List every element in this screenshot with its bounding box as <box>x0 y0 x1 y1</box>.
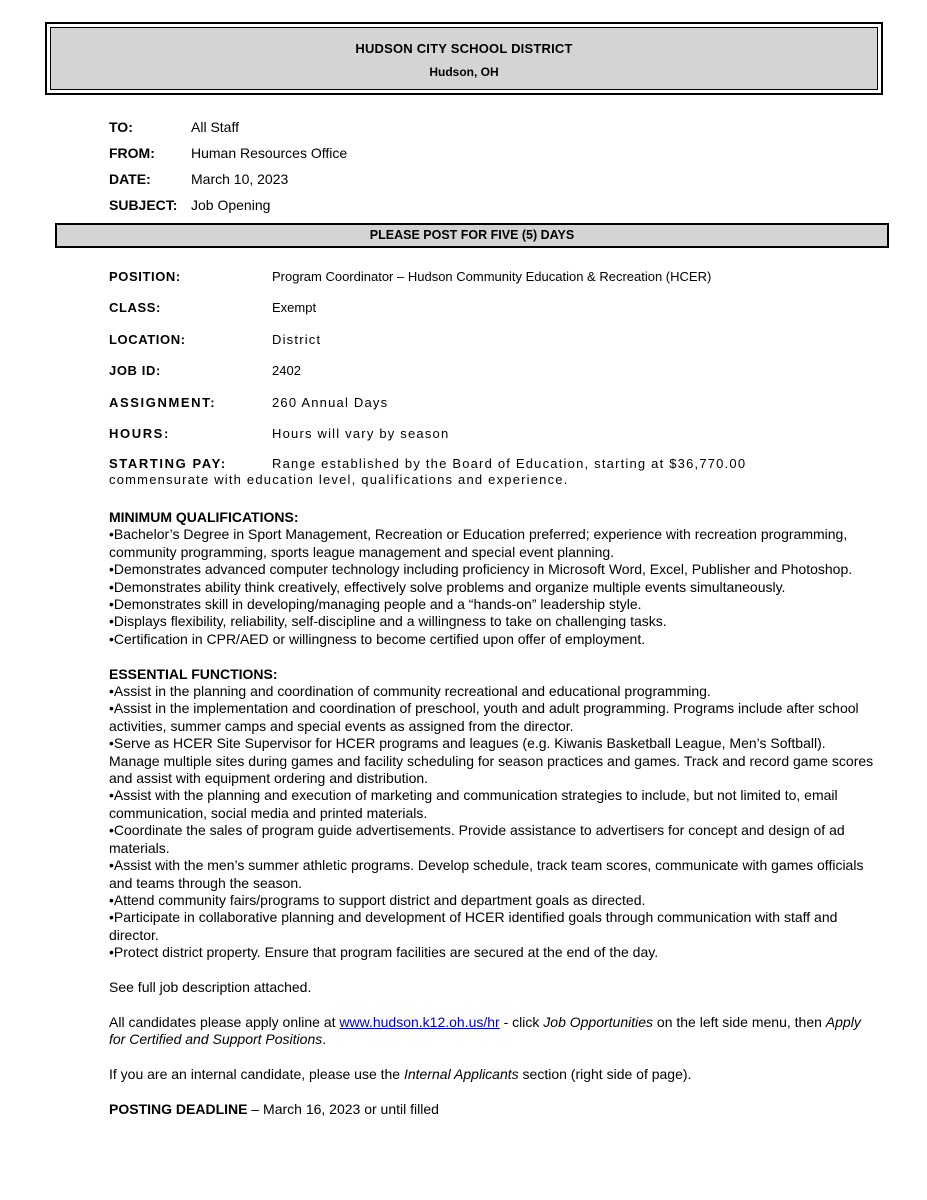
function-item: •Serve as HCER Site Supervisor for HCER programs and leagues (e.g. Kiwanis Basketball League, Men’s Softball). Manage multiple sites during games and facility scheduling for season practices and games. Track and record game scores and assist with equipment ordering and distribution. <box>109 735 874 787</box>
memo-label: FROM: <box>109 145 155 161</box>
job-info-label: JOB ID: <box>109 363 161 379</box>
job-info-label: ASSIGNMENT: <box>109 394 217 410</box>
job-info-value: Hours will vary by season <box>272 425 450 441</box>
posting-deadline-label: POSTING DEADLINE <box>109 1100 248 1117</box>
job-info-row-position <box>109 267 879 298</box>
job-info-value: 260 Annual Days <box>272 394 389 410</box>
memo-row-from <box>109 143 347 169</box>
starting-pay-value: Range established by the Board of Education, starting at $36,770.00 <box>272 456 747 471</box>
starting-pay-line-2: commensurate with education level, qualifications and experience. <box>109 472 569 487</box>
internal-text: If you are an internal candidate, please use the <box>109 1065 404 1082</box>
internal-text: section (right side of page). <box>518 1065 692 1082</box>
job-info-label: HOURS: <box>109 425 170 441</box>
qualification-item: •Bachelor’s Degree in Sport Management, Recreation or Education preferred; experience with recreation programming, community programming, sports league management and special event planning. <box>109 526 848 560</box>
min-qualifications-title: MINIMUM QUALIFICATIONS: <box>109 509 299 525</box>
function-item: •Attend community fairs/programs to support district and department goals as directed. <box>109 891 646 908</box>
apply-text: on the left side menu, then <box>653 1013 826 1030</box>
memo-row-to <box>109 117 347 143</box>
apply-text: - click <box>499 1013 544 1030</box>
function-item: •Assist with the men’s summer athletic programs. Develop schedule, track team scores, communicate with games officials and teams through the season. <box>109 857 864 891</box>
memo-value: Job Opening <box>191 197 271 213</box>
starting-pay <box>109 456 889 488</box>
posting-deadline <box>109 1101 879 1118</box>
starting-pay-label: STARTING PAY: <box>109 456 227 471</box>
job-info-value: Program Coordinator – Hudson Community Education & Recreation (HCER) <box>272 269 712 284</box>
job-opportunities-text: Job Opportunities <box>543 1013 654 1030</box>
district-name: HUDSON CITY SCHOOL DISTRICT <box>355 41 573 56</box>
apply-positions-text: Apply for Certified and Support Positions <box>109 1013 861 1048</box>
post-notice-bar: PLEASE POST FOR FIVE (5) DAYS <box>55 223 889 248</box>
apply-text: All candidates please apply online at <box>109 1013 340 1030</box>
memo-label: TO: <box>109 119 133 135</box>
hr-website-link[interactable]: www.hudson.k12.oh.us/hr <box>339 1013 500 1030</box>
qualification-item: •Demonstrates skill in developing/managing people and a “hands-on” leadership style. <box>109 596 642 613</box>
function-item: •Participate in collaborative planning and development of HCER identified goals through communication with staff and director. <box>109 909 838 943</box>
job-info-label: CLASS: <box>109 300 161 316</box>
qualification-item: •Demonstrates ability think creatively, effectively solve problems and organize multiple events simultaneously. <box>109 578 786 595</box>
function-item: •Coordinate the sales of program guide advertisements. Provide assistance to advertisers for concept and design of ad materials. <box>109 822 845 856</box>
district-location: Hudson, OH <box>429 65 499 79</box>
function-item: •Assist in the planning and coordination of community recreational and educational programming. <box>109 683 711 700</box>
job-info-row-class <box>109 298 879 329</box>
function-item: •Assist with the planning and execution of marketing and communication strategies to include, but not limited to, email communication, social media and printed materials. <box>109 787 838 821</box>
job-info-label: POSITION: <box>109 269 181 284</box>
posting-deadline-value: – March 16, 2023 or until filled <box>247 1100 439 1117</box>
job-info-row-assignment <box>109 393 879 424</box>
essential-functions-title: ESSENTIAL FUNCTIONS: <box>109 665 278 682</box>
district-header-box <box>50 27 878 90</box>
memo-value: Human Resources Office <box>191 145 348 161</box>
job-info-label: LOCATION: <box>109 331 186 347</box>
memo-row-date <box>109 169 347 195</box>
internal-candidate-note <box>109 1066 879 1083</box>
job-info-value: District <box>272 331 322 347</box>
qualification-item: •Certification in CPR/AED or willingness to become certified upon offer of employment. <box>109 630 646 647</box>
job-info-value: Exempt <box>272 300 317 316</box>
job-info-row-hours <box>109 424 879 455</box>
memo-value: All Staff <box>191 119 239 135</box>
qualification-item: •Demonstrates advanced computer technology including proficiency in Microsoft Word, Excel, Publisher and Photoshop. <box>109 561 853 578</box>
job-info-value: 2402 <box>272 363 301 379</box>
job-info-row-job-id <box>109 361 879 392</box>
memo-label: SUBJECT: <box>109 197 178 213</box>
job-info-block <box>109 267 879 455</box>
memo-label: DATE: <box>109 171 151 187</box>
starting-pay-line-1 <box>109 456 889 472</box>
job-info-row-location <box>109 330 879 361</box>
internal-applicants-text: Internal Applicants <box>403 1065 519 1082</box>
memo-value: March 10, 2023 <box>191 171 289 187</box>
apply-text: . <box>322 1031 327 1048</box>
district-header <box>45 22 883 95</box>
qualification-item: •Displays flexibility, reliability, self-discipline and a willingness to take on challenging tasks. <box>109 613 667 630</box>
memo-block <box>109 117 347 221</box>
see-full-description: See full job description attached. <box>109 978 312 995</box>
function-item: •Protect district property. Ensure that program facilities are secured at the end of the day. <box>109 944 659 961</box>
function-item: •Assist in the implementation and coordination of preschool, youth and adult programming. Programs include after school activities, summer camps and special events as assigned from the director. <box>109 700 859 734</box>
apply-instructions <box>109 1014 879 1049</box>
memo-row-subject <box>109 195 347 221</box>
posting-body <box>109 509 879 1118</box>
